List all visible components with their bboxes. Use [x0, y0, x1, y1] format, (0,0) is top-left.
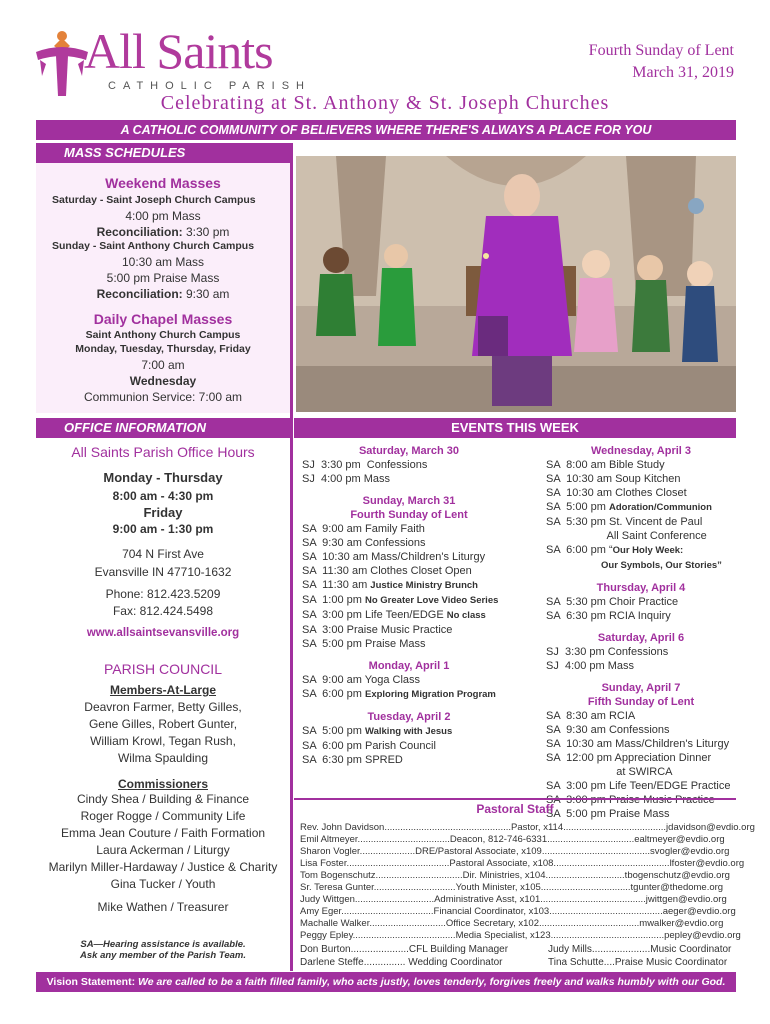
event-item	[302, 687, 516, 702]
event-highlight: Our Holy Week:	[612, 545, 684, 556]
staff-entry: Sr. Teresa Gunter...............................Youth Minister, x105..................................tgunter@thedome.org	[300, 882, 724, 893]
event-spacer	[302, 486, 516, 494]
event-text: SJ 4:00 pm Mass	[546, 660, 635, 672]
event-text: SA 3:00 Praise Music Practice	[302, 624, 453, 636]
daily-masses-title: Daily Chapel Masses	[93, 311, 233, 327]
staff-entry: Amy Eger...................................Financial Coordinator, x103...........................................aeger@evdio.org	[300, 906, 736, 917]
staff-entry: Machalle Walker.............................Office Secretary, x102......................................mwalker@evdio.org	[300, 918, 724, 929]
staff-entry: Emil Altmeyer...................................Deacon, 812-746-6331.................................ealtmeyer@evdio.org	[300, 834, 725, 845]
event-text: SA 3:00 pm Praise Music Practice	[546, 794, 715, 806]
event-text: SA 1:00 pm	[302, 594, 365, 606]
event-text: SA 10:30 am Clothes Closet	[546, 487, 687, 499]
event-text: SA 5:30 pm Choir Practice	[546, 596, 679, 608]
event-item	[302, 522, 516, 536]
event-day-heading: Fourth Sunday of Lent	[350, 509, 468, 521]
fax-number: Fax: 812.424.5498	[112, 604, 214, 618]
event-text: SA 12:00 pm Appreciation Dinner	[546, 752, 712, 764]
event-item	[546, 472, 736, 486]
event-item	[546, 543, 736, 558]
event-item	[302, 564, 516, 578]
event-day-heading: Fifth Sunday of Lent	[587, 696, 695, 708]
event-day-heading: Saturday, April 6	[597, 632, 685, 644]
event-text: SA 10:30 am Mass/Children's Liturgy	[302, 551, 486, 563]
events-column-2	[546, 444, 736, 821]
event-item	[546, 659, 736, 673]
event-item	[546, 779, 736, 793]
office-hours-1: 8:00 am - 4:30 pm	[112, 489, 214, 503]
commissioner-line: Laura Ackerman / Liturgy	[96, 843, 230, 857]
wednesday-label: Wednesday	[129, 374, 197, 388]
event-text: SA 9:00 am Yoga Class	[302, 674, 421, 686]
event-day-heading: Saturday, March 30	[358, 445, 460, 457]
event-highlight: No Greater Love Video Series	[364, 595, 499, 606]
event-text: SA 3:00 pm Life Teen/EDGE	[302, 609, 447, 621]
date-block	[589, 40, 734, 84]
event-spacer	[302, 702, 516, 710]
event-item	[302, 472, 516, 486]
event-item	[546, 458, 736, 472]
sunday-reconciliation: Reconciliation: 9:30 am	[96, 287, 230, 301]
event-text: SA 10:30 am Mass/Children's Liturgy	[546, 738, 730, 750]
staff-extra-left-2: Darlene Steffe............... Wedding Coordinator	[300, 957, 503, 968]
event-text: SA 11:30 am	[302, 579, 371, 591]
event-text: SA 3:00 pm Life Teen/EDGE Practice	[546, 780, 731, 792]
event-text: SA 10:30 am Soup Kitchen	[546, 473, 681, 485]
events-column-1	[302, 444, 516, 767]
event-day-heading: Monday, April 1	[368, 660, 450, 672]
event-day-heading: Thursday, April 4	[596, 582, 686, 594]
office-info-heading: OFFICE INFORMATION	[36, 418, 290, 438]
weekend-masses-title: Weekend Masses	[105, 175, 221, 191]
event-text: All Saint Conference	[546, 530, 707, 542]
event-item	[302, 739, 516, 753]
event-item	[302, 458, 516, 472]
members-at-large-label: Members-At-Large	[109, 683, 217, 697]
event-text: SA 5:00 pm	[302, 725, 365, 737]
hearing-note-2: Ask any member of the Parish Team.	[80, 950, 246, 961]
sunday-mass-1: 10:30 am Mass	[121, 255, 205, 269]
event-item	[546, 737, 736, 751]
daily-days: Monday, Tuesday, Thursday, Friday	[75, 343, 251, 355]
event-text: SA 5:30 pm St. Vincent de Paul	[546, 516, 703, 528]
commissioner-line: Emma Jean Couture / Faith Formation	[60, 826, 266, 840]
event-text: SA 5:00 pm Praise Mass	[302, 638, 426, 650]
churches-heading: Celebrating at St. Anthony & St. Joseph Churches	[160, 92, 610, 114]
event-text: SJ 3:30 pm Confessions	[546, 646, 669, 658]
event-day-heading: Tuesday, April 2	[367, 711, 451, 723]
staff-entry: Rev. John Davidson................................................Pastor, x114.......................................jdavidson@evdio.org	[300, 822, 755, 833]
daily-time: 7:00 am	[141, 358, 185, 372]
liturgical-day: Fourth Sunday of Lent	[588, 42, 734, 59]
event-item	[546, 765, 736, 779]
member-line: William Krowl, Tegan Rush,	[90, 734, 236, 748]
photo-illustration	[296, 156, 736, 412]
address-line-1: 704 N First Ave	[122, 547, 204, 561]
event-text: SA 8:00 am Bible Study	[546, 459, 665, 471]
event-item	[302, 550, 516, 564]
event-spacer	[546, 673, 736, 681]
commissioner-line: Marilyn Miller-Hardaway / Justice & Charity	[48, 860, 278, 874]
saturday-mass: 4:00 pm Mass	[125, 209, 201, 223]
event-item	[302, 673, 516, 687]
member-line: Gene Gilles, Robert Gunter,	[88, 717, 238, 731]
commissioner-line: Gina Tucker / Youth	[110, 877, 216, 891]
events-heading: EVENTS THIS WEEK	[294, 418, 736, 438]
event-highlight: Adoration/Communion	[608, 502, 712, 513]
pastoral-staff-heading: Pastoral Staff	[476, 802, 554, 816]
event-item	[546, 558, 736, 573]
member-line: Deavron Farmer, Betty Gilles,	[84, 700, 242, 714]
mass-schedules-heading: MASS SCHEDULES	[36, 143, 290, 163]
logo-name: All Saints	[84, 23, 273, 79]
staff-extra-right-2: Tina Schutte....Praise Music Coordinator	[548, 957, 728, 968]
parish-council-title: PARISH COUNCIL	[104, 661, 222, 677]
event-text: SA 9:30 am Confessions	[302, 537, 426, 549]
cross-figure-icon	[34, 30, 90, 100]
event-day-heading: Wednesday, April 3	[590, 445, 692, 457]
vision-statement	[36, 972, 736, 992]
event-item	[302, 724, 516, 739]
office-hours-2: 9:00 am - 1:30 pm	[112, 522, 214, 536]
mass-schedules-section	[36, 143, 290, 413]
event-day-heading: Sunday, April 7	[601, 682, 681, 694]
phone-number: Phone: 812.423.5209	[105, 587, 221, 601]
commissioners-list	[36, 791, 290, 893]
event-text	[546, 559, 601, 571]
event-day-heading: Sunday, March 31	[362, 495, 456, 507]
event-item	[546, 645, 736, 659]
members-list	[36, 699, 290, 767]
staff-extra-right-1: Judy Mills.....................Music Coordinator	[548, 944, 732, 955]
event-text: SA 6:30 pm SPRED	[302, 754, 403, 766]
left-column-border	[290, 143, 293, 971]
vision-label: Vision Statement:	[46, 976, 136, 988]
event-text: SA 6:00 pm	[302, 688, 365, 700]
staff-entry: Sharon Vogler.....................DRE/Pastoral Associate, x109.........................................svogler@evdio.org	[300, 846, 730, 857]
event-spacer	[302, 651, 516, 659]
event-text: SA 5:00 pm Praise Mass	[546, 808, 670, 820]
event-item	[546, 709, 736, 723]
commissioners-label: Commissioners	[117, 777, 209, 791]
event-item	[302, 637, 516, 651]
staff-entry: Judy Wittgen..............................Administrative Asst, x101........................................jwittgen@evdio.org	[300, 894, 727, 905]
event-spacer	[546, 573, 736, 581]
event-text: SA 9:00 am Family Faith	[302, 523, 425, 535]
website-link[interactable]: www.allsaintsevansville.org	[86, 627, 240, 639]
event-item	[302, 578, 516, 593]
event-item	[302, 623, 516, 637]
event-text: SA 11:30 am Clothes Closet Open	[302, 565, 472, 577]
sunday-mass-2: 5:00 pm Praise Mass	[106, 271, 220, 285]
office-days-2: Friday	[143, 505, 183, 520]
pastoral-staff-section	[294, 798, 755, 974]
saturday-campus: Saturday - Saint Joseph Church Campus	[52, 194, 256, 206]
event-item	[302, 608, 516, 623]
treasurer: Mike Wathen / Treasurer	[97, 900, 229, 914]
event-item	[546, 723, 736, 737]
staff-entry: Tom Bogenschutz.................................Dir. Ministries, x104..............................tbogenschutz@evdio.org	[300, 870, 730, 881]
event-highlight: Exploring Migration Program	[364, 689, 496, 700]
office-info-section	[36, 438, 290, 961]
hearing-note-1: SA—Hearing assistance is available.	[80, 939, 246, 950]
event-text: SA 6:00 pm “	[546, 544, 613, 556]
vision-text: We are called to be a faith filled family, who acts justly, loves tenderly, forgives freely and walks humbly with our God.	[138, 976, 726, 988]
event-item	[546, 609, 736, 623]
logo-subtitle: CATHOLIC PARISH	[108, 80, 311, 92]
event-text: SA 6:00 pm Parish Council	[302, 740, 436, 752]
mission-banner: A CATHOLIC COMMUNITY OF BELIEVERS WHERE THERE'S ALWAYS A PLACE FOR YOU	[36, 120, 736, 140]
commissioner-line: Cindy Shea / Building & Finance	[76, 792, 250, 806]
event-item	[546, 751, 736, 765]
event-item	[302, 593, 516, 608]
event-text: SA 5:00 pm	[546, 501, 609, 513]
event-text: SJ 3:30 pm Confessions	[302, 459, 428, 471]
event-text: at SWIRCA	[546, 766, 673, 778]
address-line-2: Evansville IN 47710-1632	[94, 565, 232, 579]
event-item	[546, 595, 736, 609]
event-highlight: Justice Ministry Brunch	[370, 580, 478, 591]
staff-extra-left-1: Don Burton.....................CFL Building Manager	[300, 944, 509, 955]
sunday-campus: Sunday - Saint Anthony Church Campus	[52, 240, 255, 252]
office-hours-title: All Saints Parish Office Hours	[71, 444, 255, 460]
event-item	[302, 536, 516, 550]
member-line: Wilma Spaulding	[117, 751, 209, 765]
staff-entry: Lisa Foster.......................................Pastoral Associate, x108............................................lfoster@evdio.org	[300, 858, 745, 869]
communion-service: Communion Service: 7:00 am	[83, 390, 243, 404]
event-item	[546, 529, 736, 543]
event-text: SA 6:30 pm RCIA Inquiry	[546, 610, 671, 622]
event-highlight: Walking with Jesus	[364, 726, 453, 737]
commissioner-line: Roger Rogge / Community Life	[80, 809, 246, 823]
office-days-1: Monday - Thursday	[103, 470, 223, 485]
event-item	[546, 500, 736, 515]
event-highlight: No class	[446, 610, 486, 621]
event-item	[546, 515, 736, 529]
event-text: SJ 4:00 pm Mass	[302, 473, 391, 485]
staff-entry: Peggy Epley.......................................Media Specialist, x123...........................................pepley@evdio.org	[300, 930, 741, 941]
event-spacer	[546, 623, 736, 631]
event-highlight: Our Symbols, Our Stories”	[601, 560, 722, 571]
daily-campus: Saint Anthony Church Campus	[85, 329, 241, 341]
bulletin-date: March 31, 2019	[632, 64, 734, 81]
church-photo	[296, 156, 736, 412]
event-text: SA 8:30 am RCIA	[546, 710, 636, 722]
event-item	[546, 486, 736, 500]
saturday-reconciliation: Reconciliation: 3:30 pm	[96, 225, 230, 239]
event-item	[302, 753, 516, 767]
event-text: SA 9:30 am Confessions	[546, 724, 670, 736]
